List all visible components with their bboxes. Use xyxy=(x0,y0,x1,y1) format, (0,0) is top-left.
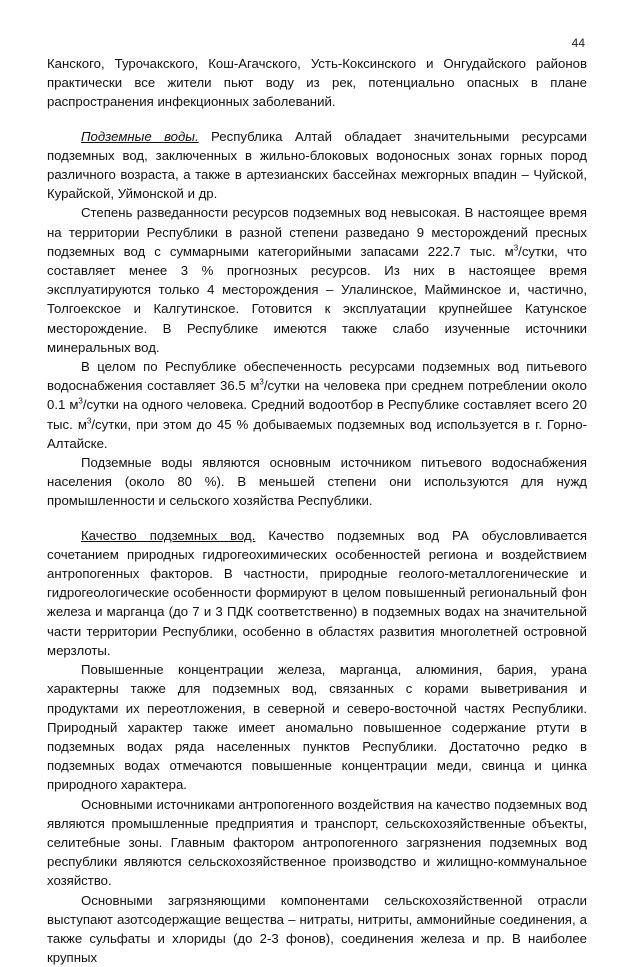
paragraph-3 xyxy=(47,203,587,357)
paragraph-6 xyxy=(47,526,587,660)
section-heading-groundwater: Подземные воды. xyxy=(81,128,199,144)
paragraph-4 xyxy=(47,357,587,453)
paragraph-8: Основными источниками антропогенного воздействия на качество подземных вод являются промышленные предприятия и транспорт, сельскохозяйственные объекты, селитебные зоны. Главным фактором антропогенного загрязнения подземных вод республики являются сельскохозяйственное производство и жилищно-коммунальное хозяйство. xyxy=(47,796,587,889)
superscript: 3 xyxy=(513,243,519,253)
paragraph-4-part-b: /сутки на человека при среднем потреблении около 0.1 м xyxy=(47,378,588,413)
paragraph-4-part-c: /сутки на одного человека. Средний водоотбор в Республике составляет всего 20 тыс. м xyxy=(47,397,587,432)
superscript: 3 xyxy=(86,416,92,426)
paragraph-1: Канского, Турочакского, Кош-Агачского, Усть-Коксинского и Онгудайского районов практически все жители пьют воду из рек, потенциально опасных в плане распространения инфекционных заболеваний. xyxy=(47,56,587,110)
superscript: 3 xyxy=(78,397,83,407)
paragraph-9: Основными загрязняющими компонентами сельскохозяйственной отрасли выступают азотсодержащие вещества – нитраты, нитриты, аммонийные соединения, а также сульфаты и хлориды (до 2-3 фонов), соединения железа и пр. В наиболее крупных xyxy=(47,892,587,966)
paragraph-4-part-a: В целом по Республике обеспеченность ресурсами подземных вод питьевого водоснабжения составляет 36.5 м xyxy=(47,359,587,394)
paragraph-2-text: Республика Алтай обладает значительными ресурсами подземных вод, заключенных в жильно-блоковых водоносных зонах горных пород различного возраста, а также в артезианских бассейнах межгорных впадин – Чуйской, Курайской, Уймонской и др. xyxy=(47,128,587,202)
superscript: 3 xyxy=(259,377,264,387)
paragraph-5: Подземные воды являются основным источником питьевого водоснабжения населения (около 80 %). В меньшей степени они используются для нужд промышленности и сельского хозяйства Республики. xyxy=(47,455,587,509)
paragraph-7: Повышенные концентрации железа, марганца, алюминия, бария, урана характерны также для подземных вод, связанных с корами выветривания и продуктами их переотложения, в северной и северо-восточной частях Республики. Природный характер также имеет аномально повышенное содержание ртути в подземных водах ряда населенных пунктов Республики. Достаточно редко в подземных водах отмечаются повышенные концентрации меди, свинца и цинка природного характера. xyxy=(47,662,587,793)
page-number: 44 xyxy=(571,36,585,50)
paragraph-4-part-d: /сутки, при этом до 45 % добываемых подземных вод используется в г. Горно-Алтайске. xyxy=(47,416,587,451)
body-text xyxy=(47,54,587,967)
paragraph-3-part-b: /сутки, что составляет менее 3 % прогнозных ресурсов. Из них в настоящее время эксплуатируются только 4 месторождения – Улалинское, Майминское и, частично, Толгоекское и Калгутинское. Готовится к эксплуатации крупнейшее Катунское месторождение. В Республике имеются также слабо изученные источники минеральных вод. xyxy=(47,243,587,355)
paragraph-3-part-a: Степень разведанности ресурсов подземных вод невысокая. В настоящее время на территории Республики в разной степени разведано 9 месторождений пресных подземных вод с суммарными категорийными запасами 222.7 тыс. м xyxy=(47,205,587,259)
paragraph-6-text: Качество подземных вод РА обусловливается сочетанием природных гидрогеохимических особенностей региона и воздействием антропогенных факторов. В частности, природные геолого-металлогенические и гидрогеологические особенности формируют в целом повышенный региональный фон железа и марганца (до 7 и 3 ПДК соответственно) в подземных водах на значительной части территории Республики, особенно в областях развития многолетней островной мерзлоты. xyxy=(47,527,587,658)
paragraph-2 xyxy=(47,127,587,204)
section-heading-water-quality: Качество подземных вод. xyxy=(81,527,256,543)
